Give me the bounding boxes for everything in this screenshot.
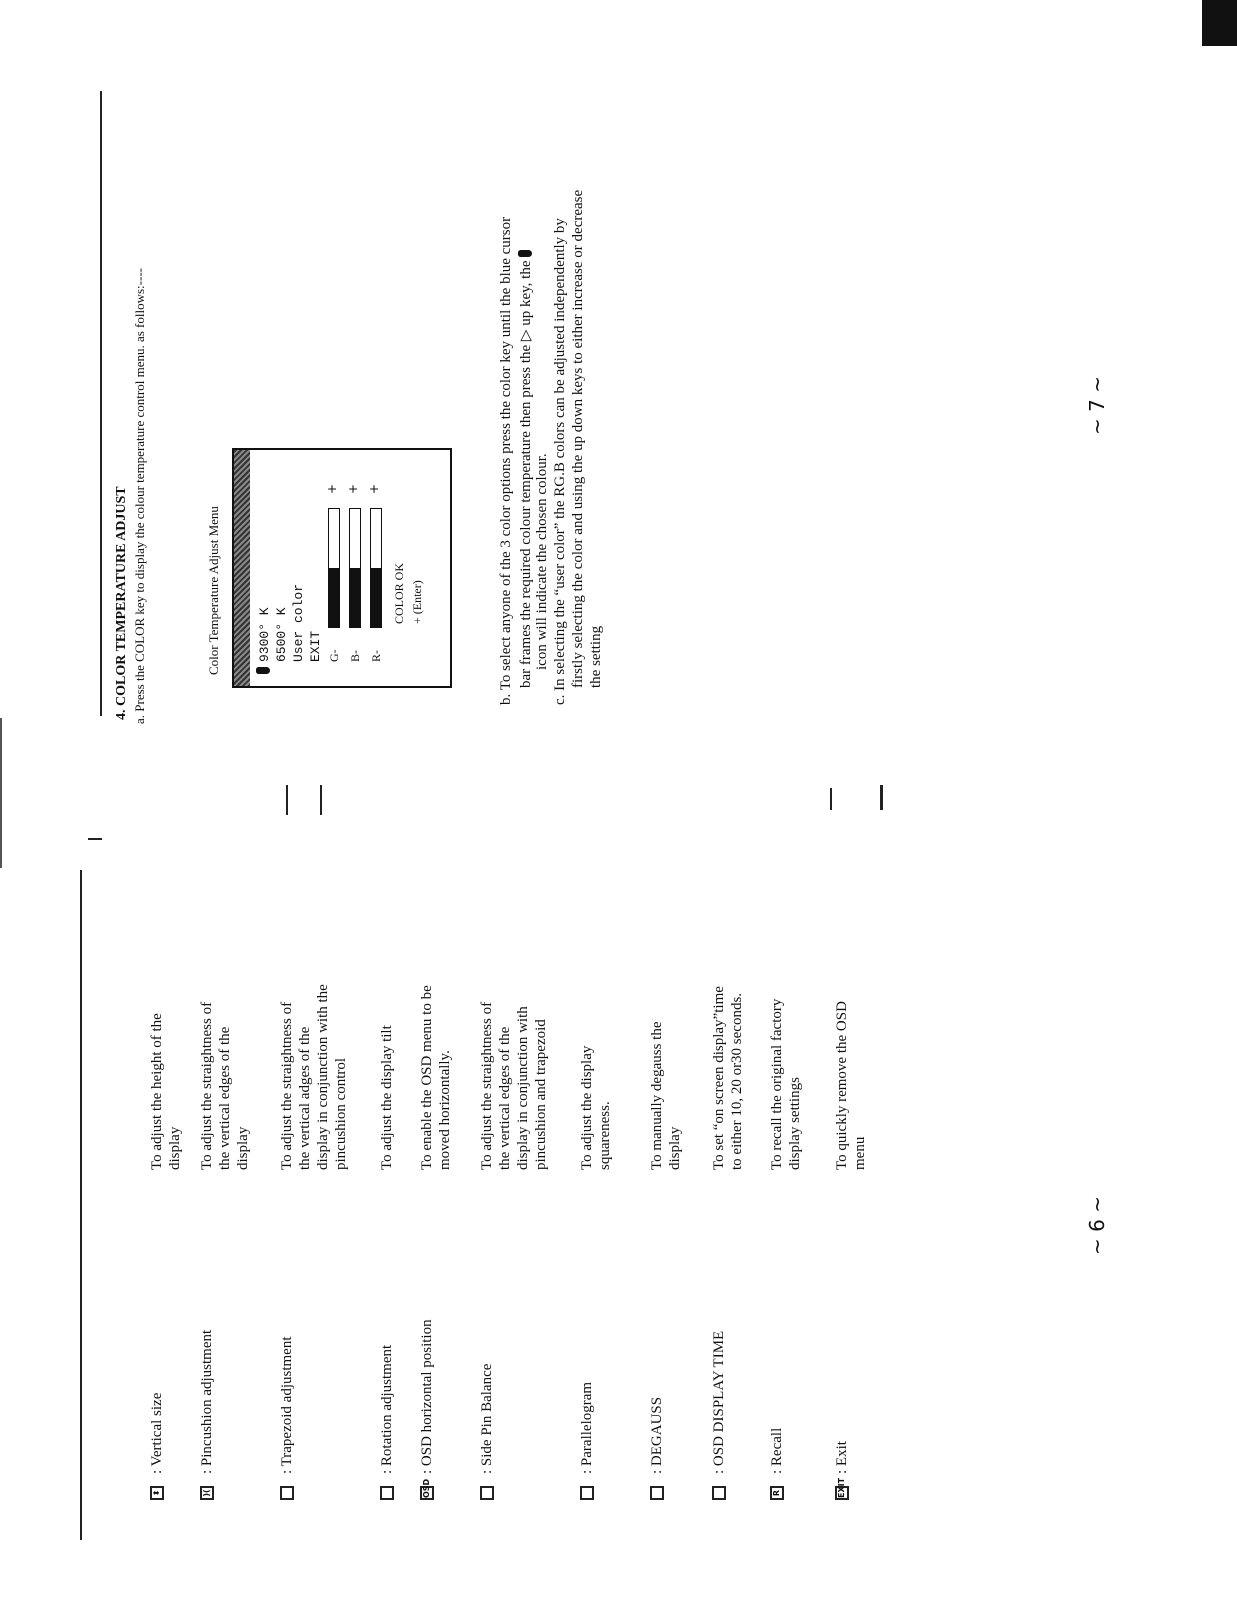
item-description: To recall the original factory display settings [769,998,803,1170]
menu-option-user-color[interactable]: User color [291,583,306,662]
item-description: To enable the OSD menu to be moved horizontally. [419,985,453,1170]
plus-sign: + [325,483,339,494]
osd-position-icon: OSD [420,1486,434,1500]
menu-option-9300[interactable]: 9300° K [257,607,272,662]
red-level-bar[interactable] [370,508,382,628]
parallelogram-icon [580,1486,594,1500]
item-description: To adjust the display tilt [379,1025,395,1170]
item-label: : DEGAUSS [649,1396,665,1474]
thermometer-icon [518,250,532,257]
step-b-line3: icon will indicate the chosen colour. [534,453,550,670]
recall-icon: R [770,1486,784,1500]
color-temp-menu [232,448,452,688]
trapezoid-icon [280,1486,294,1500]
item-description: To adjust the straightness of the vertical edges of the display in conjunction with pincushion and trapezoid [479,1001,549,1170]
item-label: : Parallelogram [579,1381,595,1474]
step-c-line1: c. In selecting the “user color” the RG.B colors can be adjusted independently by [552,218,568,705]
step-b-line1: b. To select anyone of the 3 color options press the color key until the blue cursor [498,216,514,705]
left-page-right-rule [88,838,102,840]
item-label: : Rotation adjustment [379,1344,395,1474]
item-label: : Exit [834,1441,850,1474]
item-description: To adjust the display squareness. [579,1045,613,1170]
gutter-mark [286,785,288,815]
menu-option-exit[interactable]: EXIT [308,630,323,662]
osd-time-icon [712,1486,726,1500]
gutter-mark [830,788,832,810]
step-c-line2: firstly selecting the color and using the up down keys to either increase or decrease [570,189,586,688]
step-b-line2 [516,250,535,688]
color-ok-label: COLOR OK [392,562,406,624]
degauss-icon [650,1486,664,1500]
thermometer-icon [256,667,270,674]
green-level-bar[interactable] [328,508,340,628]
step-a: a. Press the COLOR key to display the colour temperature control menu. as follows:---- [132,268,147,724]
item-description: To adjust the straightness of the vertical edges of the display [199,1001,251,1170]
right-page-top-rule [100,91,102,716]
bar-label-b: B- [348,650,362,662]
menu-option-6500[interactable]: 6500° K [274,607,289,662]
rotation-icon [380,1486,394,1500]
bar-label-g: G- [327,649,341,662]
plus-sign: + [346,483,360,494]
gutter-divider [0,718,2,868]
gutter-mark [320,785,322,815]
step-b-line2-text: bar frames the required colour temperature then press the ▷ up key, the [518,260,534,688]
gutter-mark [880,785,883,810]
item-description: To quickly remove the OSD menu [834,1001,868,1170]
item-label: : Side Pin Balance [479,1363,495,1474]
item-label: : Trapezoid adjustment [279,1336,295,1474]
item-label: : Recall [769,1427,785,1474]
side-pin-icon [480,1486,494,1500]
left-page-top-rule [80,870,82,1540]
menu-title: Color Temperature Adjust Menu [206,506,221,675]
item-label: : OSD DISPLAY TIME [711,1330,727,1474]
blue-level-bar[interactable] [349,508,361,628]
plus-sign: + [367,483,381,494]
item-description: To set “on screen display”time to either 10, 20 or30 seconds. [711,986,745,1170]
item-description: To adjust the straightness of the vertical adges of the display in conjunction with the pincushion control [279,984,349,1170]
bar-label-r: R- [369,650,383,662]
enter-label: + (Enter) [410,580,424,624]
item-description: To adjust the height of the display [149,1013,183,1170]
item-label: : Pincushion adjustment [199,1329,215,1474]
section-heading: 4. COLOR TEMPERATURE ADJUST [114,486,129,720]
page-number-6: ~ 6 ~ [1085,1196,1109,1255]
item-label: : Vertical size [149,1392,165,1474]
exit-icon: EXIT [835,1486,849,1500]
item-label: : OSD horizontal position [419,1319,435,1474]
step-c-line3: the setting [588,625,604,688]
menu-header [234,450,250,686]
item-description: To manually degauss the display [649,1021,683,1170]
page-number-7: ~ 7 ~ [1085,376,1109,435]
pincushion-icon: )( [200,1486,214,1500]
vertical-size-icon: ⬍ [150,1486,164,1500]
